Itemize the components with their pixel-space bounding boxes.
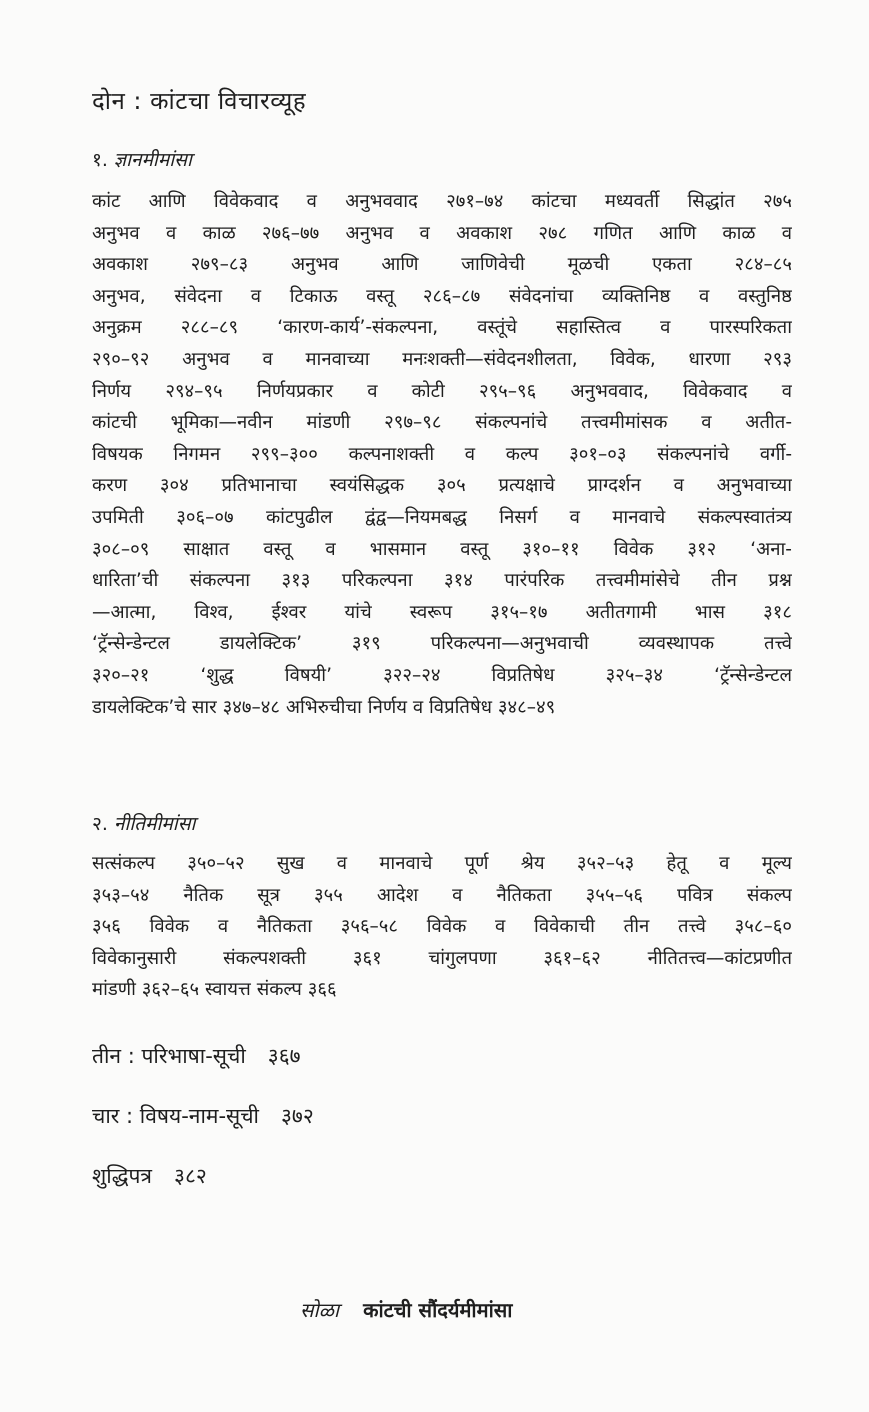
contents-line: ३५६ विवेक व नैतिकता ३५६–५८ विवेक व विवेकाची तीन तत्त्वे ३५८–६० [92,916,792,938]
contents-line: —आत्मा, विश्व, ईश्वर यांचे स्वरूप ३१५–१७ अतीतगामी भास ३१८ [92,601,792,623]
contents-line: करण ३०४ प्रतिभानाचा स्वयंसिद्धक ३०५ प्रत्यक्षाचे प्राग्दर्शन व अनुभवाच्या [92,475,792,497]
contents-line: कांटची भूमिका—नवीन मांडणी २९७–९८ संकल्पनांचे तत्त्वमीमांसक व अतीत- [92,412,792,434]
contents-line: विषयक निगमन २९९–३०० कल्पनाशक्ती व कल्प ३०१–०३ संकल्पनांचे वर्गी- [92,443,792,465]
contents-item-index [92,1102,314,1130]
contents-item-glossary [92,1042,301,1070]
item-page: ३८२ [174,1164,207,1188]
contents-line: मांडणी ३६२–६५ स्वायत्त संकल्प ३६६ [92,979,337,1001]
contents-line: अनुभव व काळ २७६–७७ अनुभव व अवकाश २७८ गणित आणि काळ व [92,222,792,244]
contents-line: सत्संकल्प ३५०–५२ सुख व मानवाचे पूर्ण श्रेय ३५२–५३ हेतू व मूल्य [92,853,792,874]
contents-line: २९०–९२ अनुभव व मानवाच्या मनःशक्ती—संवेदनशीलता, विवेक, धारणा २९३ [92,348,792,370]
contents-line: अवकाश २७९–८३ अनुभव आणि जाणिवेची मूळची एकता २८४–८५ [92,254,792,276]
subsection-heading-ethics [92,810,195,836]
contents-line: निर्णय २९४–९५ निर्णयप्रकार व कोटी २९५–९६ अनुभववाद, विवेकवाद व [92,380,792,402]
contents-line: ३२०–२१ ‘शुद्ध विषयी’ ३२२–२४ विप्रतिषेध ३२५–३४ ‘ट्रॅन्सेन्डेन्टल [92,664,792,686]
subsection-number: १. [92,149,108,171]
contents-line: अनुक्रम २८८–८९ ‘कारण-कार्य’-संकल्पना, वस्तूंचे सहास्तित्व व पारस्परिकता [92,317,792,339]
contents-line: धारिता’ची संकल्पना ३१३ परिकल्पना ३१४ पारंपरिक तत्त्वमीमांसेचे तीन प्रश्न [92,570,792,592]
contents-line: ‘ट्रॅन्सेन्डेन्टल डायलेक्टिक’ ३१९ परिकल्पना—अनुभवाची व्यवस्थापक तत्त्वे [92,633,792,655]
contents-line: अनुभव, संवेदना व टिकाऊ वस्तू २८६–८७ संवेदनांचा व्यक्तिनिष्ठ व वस्तुनिष्ठ [92,285,792,307]
item-label: चार : विषय-नाम-सूची [92,1104,259,1128]
contents-paragraph-epistemology [92,186,792,723]
page-folio: सोळा [300,1298,340,1322]
subsection-number: २. [92,813,108,835]
contents-paragraph-ethics [92,848,792,1006]
section-heading: दोन : कांटचा विचारव्यूह [92,87,307,115]
contents-line: डायलेक्टिक’चे सार ३४७–४८ अभिरुचीचा निर्णय व विप्रतिषेध ३४८–४९ [92,696,556,718]
contents-line: विवेकानुसारी संकल्पशक्ती ३६१ चांगुलपणा ३६१–६२ नीतितत्त्व—कांटप्रणीत [92,947,792,969]
item-label: शुद्धिपत्र [92,1164,153,1188]
running-title: कांटची सौंदर्यमीमांसा [363,1298,513,1322]
item-label: तीन : परिभाषा-सूची [92,1044,246,1068]
contents-line: उपमिती ३०६–०७ कांटपुढील द्वंद्व—नियमबद्ध निसर्ग व मानवाचे संकल्पस्वातंत्र्य [92,506,792,528]
page-footer [300,1296,512,1323]
contents-line: कांट आणि विवेकवाद व अनुभववाद २७१–७४ कांटचा मध्यवर्ती सिद्धांत २७५ [92,191,792,212]
subsection-title: ज्ञानमीमांसा [113,149,192,171]
subsection-heading-epistemology [92,146,192,172]
contents-line: ३०८–०९ साक्षात वस्तू व भासमान वस्तू ३१०–११ विवेक ३१२ ‘अना- [92,538,792,560]
subsection-title: नीतिमीमांसा [113,813,196,835]
item-page: ३६७ [267,1044,301,1068]
item-page: ३७२ [281,1104,314,1128]
contents-item-errata [92,1162,207,1190]
contents-line: ३५३–५४ नैतिक सूत्र ३५५ आदेश व नैतिकता ३५५–५६ पवित्र संकल्प [92,884,792,906]
